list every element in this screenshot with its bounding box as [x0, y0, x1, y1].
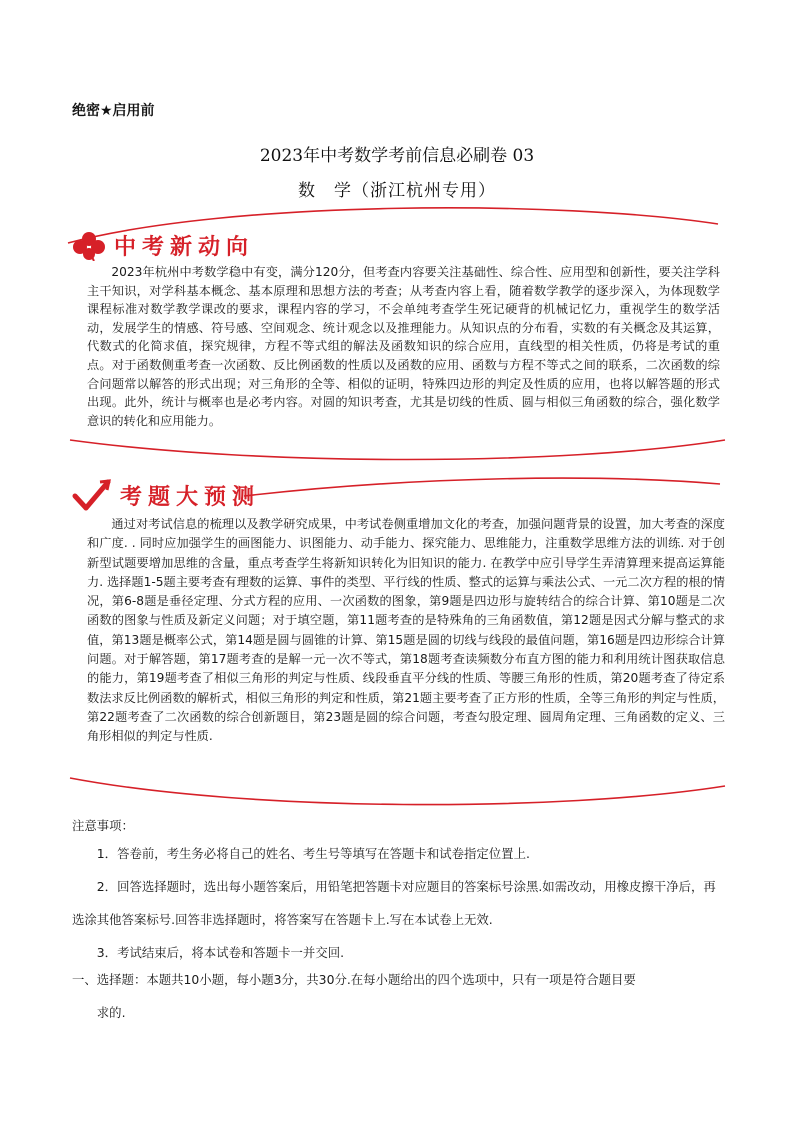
note-item: 1．答卷前，考生务必将自己的姓名、考生号等填写在答题卡和试卷指定位置上.	[96, 846, 530, 861]
exam-notes	[72, 815, 722, 969]
note-item: 3．考试结束后，将本试卷和答题卡一并交回.	[96, 945, 345, 960]
red-clover-icon	[72, 231, 106, 261]
page-subtitle: 数 学（浙江杭州专用）	[298, 181, 496, 201]
forecast-text: 通过对考试信息的梳理以及教学研究成果，中考试卷侧重增加文化的考查，加强问题背景的设置，加大考查的深度和广度. . 同时应加强学生的画图能力、识图能力、动手能力、探究能力、思维能力，注重数学思维方法的训练. 对于创新型试题要增加思维的含量，重点考查学生将新知识转化为旧知识的能力. 在教学中应引导学生弄清算理来提高运算能力. 选择题1-5题主要考查有理数的运算、事件的类型、平行线的性质、整式的运算与乘法公式、一元二次方程的根的情况，第6-8题是垂径定理、分式方程的应用、一次函数的图象，第9题是四边形与旋转结合的综合计算、第10题是二次函数的图象与性质及新定义问题；对于填空题，第11题考查的是特殊角的三角函数值，第12题是因式分解与整式的求值，第13题是概率公式，第14题是圆与圆锥的计算、第15题是圆的切线与线段的最值问题，第16题是四边形综合计算问题。对于解答题，第17题考查的是解一元一次不等式，第18题考查读频数分布直方图的能力和利用统计图获取信息的能力，第19题考查了相似三角形的判定与性质、线段垂直平分线的性质、等腰三角形的性质，第20题考查了待定系数法求反比例函数的解析式，相似三角形的判定和性质，第21题主要考查了正方形的性质，全等三角形的判定与性质，第22题考查了二次函数的综合创新题目，第23题是圆的综合问题，考查勾股定理、圆周角定理、三角函数的定义、三角形相似的判定与性质.	[87, 517, 725, 744]
trends-paragraph	[87, 263, 720, 430]
part-one-heading	[72, 963, 722, 1029]
section-heading-label: 中考新动向	[114, 235, 255, 260]
page-title: 2023年中考数学考前信息必刷卷 03	[259, 146, 535, 166]
notes-title: 注意事项：	[72, 818, 134, 833]
part-one-line2: 求的.	[96, 1005, 126, 1020]
section-heading-forecast	[72, 478, 260, 512]
part-one-line1: 一、选择题：本题共10小题，每小题3分，共30分.在每小题给出的四个选项中，只有一项是符合题目要	[72, 972, 636, 987]
red-check-icon	[72, 478, 112, 512]
secret-label: 绝密★启用前	[72, 103, 155, 119]
forecast-paragraph	[87, 515, 725, 747]
section-heading-label: 考题大预测	[120, 484, 261, 510]
trends-text: 2023年杭州中考数学稳中有变，满分120分，但考查内容要关注基础性、综合性、应用型和创新性，要关注学科主干知识，对学科基本概念、基本原理和思想方法的考查；从考查内容上看，随着数学教学的逐步深入，为体现数学课程标准对数学教学课改的要求，课程内容的学习，不会单纯考查学生死记硬背的机械记忆力，重视学生的数学活动，发展学生的情感、符号感、空间观念、统计观念以及推理能力。从知识点的分布看，实数的有关概念及其运算，代数式的化简求值，探究规律，方程不等式组的解法及函数知识的综合应用，直线型的相关性质，仍将是考试的重点。对于函数侧重考查一次函数、反比例函数的性质以及函数的应用、函数与方程不等式之间的联系，二次函数的综合问题常以解答的形式出现；对三角形的全等、相似的证明，特殊四边形的判定及性质的应用，也将以解答题的形式出现。此外，统计与概率也是必考内容。对圆的知识考查，尤其是切线的性质、圆与相似三角函数的综合，强化数学意识的转化和应用能力。	[87, 265, 720, 428]
section-heading-trends	[72, 230, 254, 261]
note-item: 2．回答选择题时，选出每小题答案后，用铅笔把答题卡对应题目的答案标号涂黑.如需改动，用橡皮擦干净后，再选涂其他答案标号.回答非选择题时，将答案写在答题卡上.写在本试卷上无效.	[72, 879, 716, 927]
